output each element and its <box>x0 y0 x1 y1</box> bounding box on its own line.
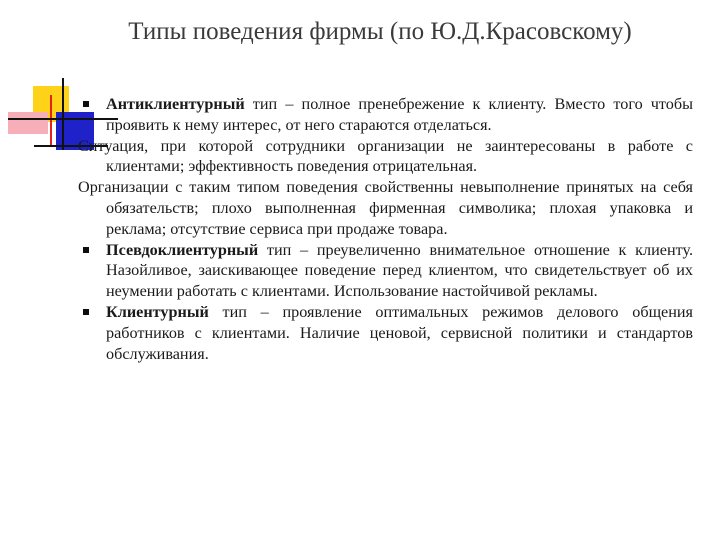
square-bullet-icon <box>83 309 89 315</box>
term-anticlient: Антиклиентурный <box>106 95 245 113</box>
term-pseudoclient: Псевдоклиентурный <box>106 240 259 259</box>
square-bullet-icon <box>83 101 89 107</box>
list-item-client <box>78 302 693 364</box>
description-client: тип – проявление оптимальных режимов делового общения работников с клиентами. Наличие ценовой, сервисной политики и стандартов обслуживания. <box>106 302 693 363</box>
term-client: Клиентурный <box>106 302 209 321</box>
list-item-anticlient <box>78 94 693 136</box>
decor-pink-rectangle <box>8 112 48 134</box>
paragraph-situation: Ситуация, при которой сотрудники организации не заинтересованы в работе с клиентами; эффективность поведения отрицательная. <box>78 136 693 176</box>
list-item-pseudoclient <box>78 240 693 302</box>
slide-title: Типы поведения фирмы (по Ю.Д.Красовскому) <box>128 18 632 45</box>
slide-content <box>78 94 693 364</box>
decor-red-line <box>50 95 52 147</box>
decor-vertical-line <box>62 78 64 150</box>
square-bullet-icon <box>83 247 89 253</box>
paragraph-organizations: Организации с таким типом поведения свойственны невыполнение принятых на себя обязательств; плохо выполненная фирменная символика; плохая упаковка и реклама; отсутствие сервиса при продаже товара. <box>78 178 693 238</box>
description-pseudoclient: тип – преувеличенно внимательное отношение к клиенту. Назойливое, заискивающее поведение перед клиентом, что свидетельствует об их неумении работать с клиентами. Использование настойчивой рекламы. <box>106 240 693 301</box>
description-anticlient: тип – полное пренебрежение к клиенту. Вместо того чтобы проявить к нему интерес, от него стараются отделаться. <box>106 95 693 134</box>
